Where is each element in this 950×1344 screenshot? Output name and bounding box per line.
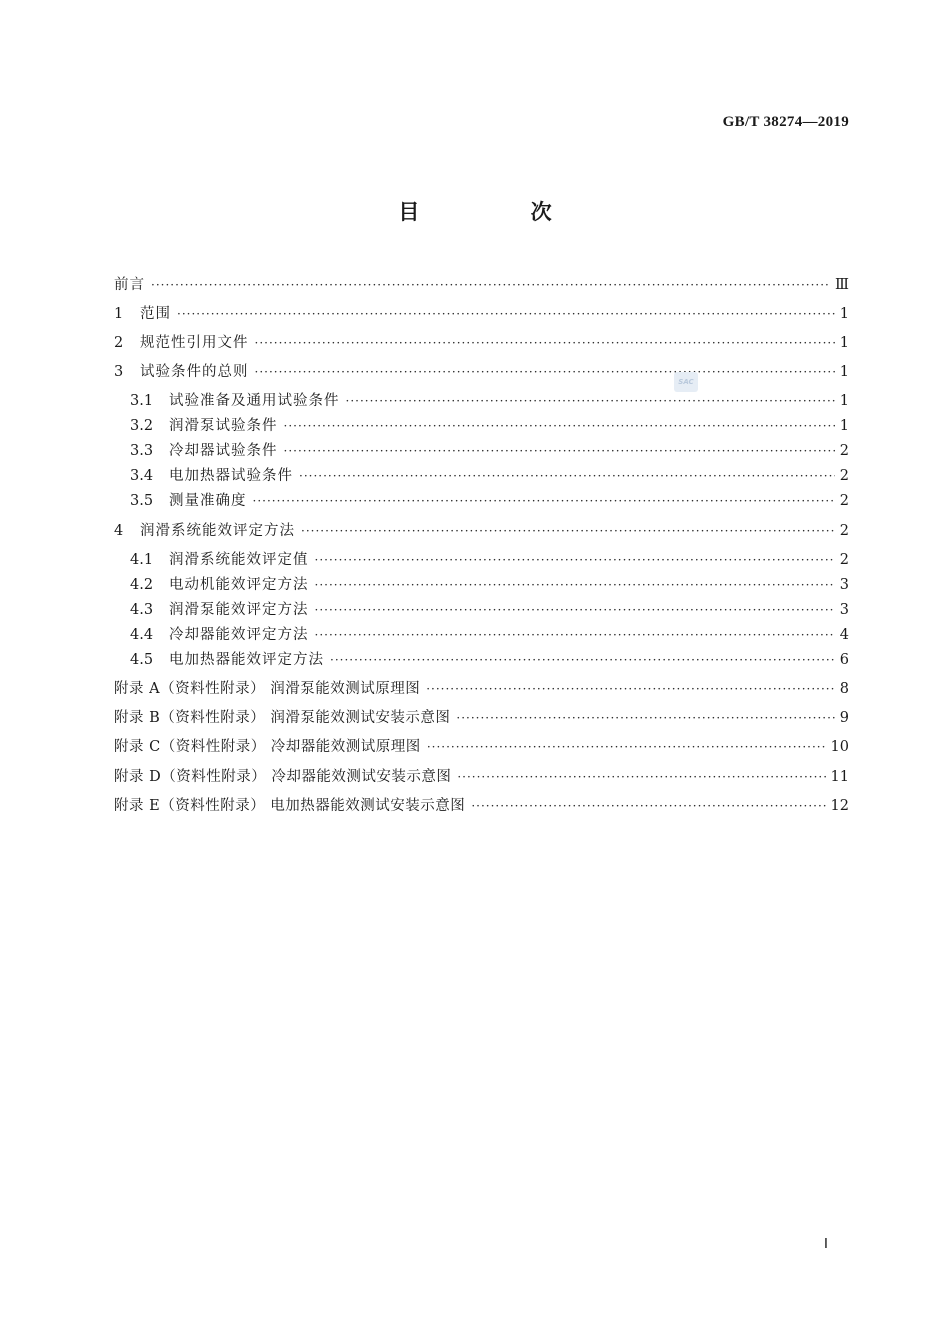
toc-entry-number: 3 bbox=[114, 364, 124, 380]
toc-entry-title: 前言 bbox=[114, 277, 145, 293]
toc-entry-title: 范围 bbox=[140, 306, 171, 322]
toc-dot-leader bbox=[151, 274, 831, 296]
toc-dot-leader bbox=[315, 574, 836, 596]
toc-dot-leader bbox=[253, 490, 836, 512]
toc-entry-page: 6 bbox=[839, 652, 849, 668]
toc-entry[interactable] bbox=[114, 736, 849, 758]
toc-entry-page: 2 bbox=[839, 493, 849, 509]
page-number: Ⅰ bbox=[823, 1237, 828, 1252]
toc-entry-page: 9 bbox=[839, 710, 849, 726]
toc-entry-number: 4.4 bbox=[130, 627, 154, 643]
toc-dot-leader bbox=[284, 415, 836, 437]
toc-entry-page: 10 bbox=[830, 739, 849, 755]
toc-dot-leader bbox=[457, 766, 826, 788]
toc-entry-title: 附录 B（资料性附录） 润滑泵能效测试安装示意图 bbox=[114, 710, 451, 726]
toc-entry-page: 2 bbox=[839, 523, 849, 539]
toc-entry-page: 1 bbox=[839, 306, 849, 322]
toc-entry-title: 电加热器能效评定方法 bbox=[169, 652, 324, 668]
toc-entry-page: 3 bbox=[839, 602, 849, 618]
toc-entry-title: 润滑泵能效评定方法 bbox=[169, 602, 309, 618]
toc-entry-number: 4 bbox=[114, 523, 124, 539]
toc-entry-page: 8 bbox=[839, 681, 849, 697]
toc-entry-page: 3 bbox=[839, 577, 849, 593]
toc-entry[interactable] bbox=[130, 415, 849, 437]
toc-dot-leader bbox=[315, 624, 836, 646]
toc-entry-number: 4.5 bbox=[130, 652, 154, 668]
toc-entry-title: 规范性引用文件 bbox=[140, 335, 249, 351]
toc-entry[interactable] bbox=[114, 303, 849, 325]
toc-entry-page: 1 bbox=[839, 418, 849, 434]
toc-entry-number: 3.2 bbox=[130, 418, 154, 434]
toc-dot-leader bbox=[315, 599, 836, 621]
toc-entry-title: 润滑泵试验条件 bbox=[169, 418, 278, 434]
toc-entry[interactable] bbox=[130, 599, 849, 621]
toc-dot-leader bbox=[330, 649, 835, 671]
toc-entry[interactable] bbox=[114, 332, 849, 354]
toc-dot-leader bbox=[456, 707, 835, 729]
toc-dot-leader bbox=[301, 520, 835, 542]
toc-entry-title: 冷却器能效评定方法 bbox=[169, 627, 309, 643]
toc-dot-leader bbox=[427, 736, 827, 758]
toc-dot-leader bbox=[284, 440, 836, 462]
toc-entry[interactable] bbox=[114, 520, 849, 542]
toc-entry[interactable] bbox=[130, 574, 849, 596]
standard-code: GB/T 38274—2019 bbox=[722, 114, 849, 130]
toc-dot-leader bbox=[426, 678, 835, 700]
toc-dot-leader bbox=[255, 332, 836, 354]
toc-entry[interactable] bbox=[130, 649, 849, 671]
toc-entry-page: Ⅲ bbox=[835, 277, 849, 293]
toc-entry-title: 电动机能效评定方法 bbox=[169, 577, 309, 593]
toc-entry[interactable] bbox=[130, 549, 849, 571]
toc-entry-page: 4 bbox=[839, 627, 849, 643]
toc-entry-page: 1 bbox=[839, 364, 849, 380]
toc-entry-page: 2 bbox=[839, 468, 849, 484]
toc-entry-title: 冷却器试验条件 bbox=[169, 443, 278, 459]
toc-entry-number: 4.2 bbox=[130, 577, 154, 593]
toc-entry-number: 4.1 bbox=[130, 552, 154, 568]
toc-entry[interactable] bbox=[130, 490, 849, 512]
toc-entry-title: 润滑系统能效评定方法 bbox=[140, 523, 295, 539]
toc-dot-leader bbox=[315, 549, 836, 571]
toc-entry-title: 附录 D（资料性附录） 冷却器能效测试安装示意图 bbox=[114, 769, 452, 785]
toc-entry[interactable] bbox=[114, 795, 849, 817]
toc-entry[interactable] bbox=[130, 624, 849, 646]
toc-entry-page: 1 bbox=[839, 335, 849, 351]
toc-dot-leader bbox=[299, 465, 835, 487]
toc-entry-page: 2 bbox=[839, 552, 849, 568]
toc-dot-leader bbox=[471, 795, 826, 817]
toc-entry[interactable] bbox=[114, 361, 849, 383]
toc-entry-title: 润滑系统能效评定值 bbox=[169, 552, 309, 568]
toc-entry-number: 2 bbox=[114, 335, 124, 351]
toc-entry-title: 附录 C（资料性附录） 冷却器能效测试原理图 bbox=[114, 739, 421, 755]
toc-entry-title: 试验条件的总则 bbox=[140, 364, 249, 380]
toc-dot-leader bbox=[346, 390, 836, 412]
toc-dot-leader bbox=[177, 303, 835, 325]
toc-entry-title: 电加热器试验条件 bbox=[169, 468, 293, 484]
toc-dot-leader bbox=[255, 361, 836, 383]
toc-entry[interactable] bbox=[130, 440, 849, 462]
toc-entry[interactable] bbox=[130, 465, 849, 487]
toc-entry-number: 3.5 bbox=[130, 493, 154, 509]
toc-entry[interactable] bbox=[130, 390, 849, 412]
page-title: 目 次 bbox=[398, 200, 604, 224]
toc-entry-number: 4.3 bbox=[130, 602, 154, 618]
toc-entry[interactable] bbox=[114, 766, 849, 788]
toc-entry-page: 2 bbox=[839, 443, 849, 459]
toc-entry-number: 1 bbox=[114, 306, 124, 322]
toc-entry-page: 11 bbox=[830, 769, 849, 785]
toc-entry-title: 附录 A（资料性附录） 润滑泵能效测试原理图 bbox=[114, 681, 421, 697]
toc-entry-title: 测量准确度 bbox=[169, 493, 247, 509]
toc-entry-number: 3.4 bbox=[130, 468, 154, 484]
toc-entry[interactable] bbox=[114, 707, 849, 729]
toc-entry-title: 附录 E（资料性附录） 电加热器能效测试安装示意图 bbox=[114, 798, 466, 814]
toc-entry-title: 试验准备及通用试验条件 bbox=[169, 393, 340, 409]
toc-entry[interactable] bbox=[114, 678, 849, 700]
watermark-logo: SAC bbox=[674, 372, 698, 392]
toc-entry-number: 3.1 bbox=[130, 393, 154, 409]
toc-entry-number: 3.3 bbox=[130, 443, 154, 459]
toc-entry-page: 1 bbox=[839, 393, 849, 409]
toc-entry-page: 12 bbox=[830, 798, 849, 814]
toc-entry[interactable] bbox=[114, 274, 849, 296]
